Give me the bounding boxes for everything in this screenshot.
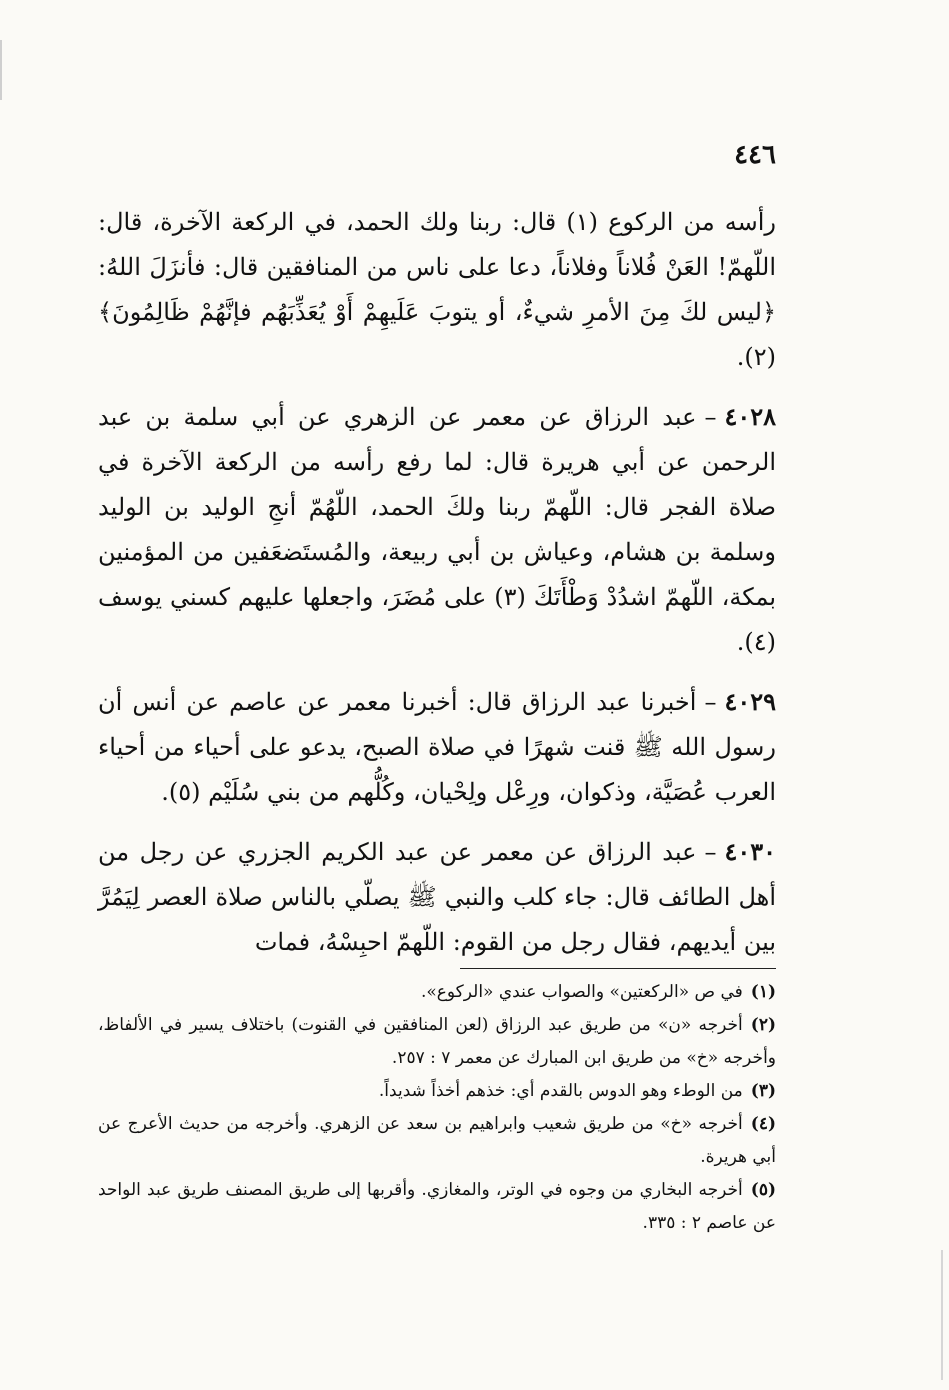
hadith-number: ٤٠٣٠ [724,837,776,866]
hadith-4029 [98,679,776,815]
footnote-3 [98,1075,776,1108]
footnote-text: في ص «الركعتين» والصواب عندي «الركوع». [420,982,743,1002]
footnote-separator [460,968,776,969]
footnote-text: من الوطء وهو الدوس بالقدم أي: خذهم أخذاً شديداً. [378,1081,743,1101]
scan-edge-mark [0,40,2,100]
footnote-mark: (٤) [750,1114,776,1134]
footnote-text: أخرجه البخاري من وجوه في الوتر، والمغازي. وأقربها إلى طريق المصنف طريق عبد الواحد عن عاصم ٢ : ٣٣٥. [98,1180,776,1233]
footnote-mark: (٥) [750,1180,776,1200]
footnote-text: أخرجه «ن» من طريق عبد الرزاق (لعن المنافقين في القنوت) باختلاف يسير في الألفاظ، وأخرجه «خ» من طريق ابن المبارك عن معمر ٧ : ٢٥٧. [98,1015,776,1068]
footnote-mark: (٢) [750,1015,776,1035]
footnote-2 [98,1009,776,1075]
dash: – [704,688,717,716]
hadith-4030 [98,829,776,965]
scan-edge-mark-right [941,1250,943,1380]
paragraph-text: رأسه من الركوع (١) قال: ربنا ولك الحمد، في الركعة الآخرة، قال: اللّهمّ! العَنْ فُلاناً وفلاناً، دعا على ناس من المنافقين قال: فأنزَلَ اللهُ: ﴿ليس لكَ مِنَ الأمرِ شيءٌ، أو يتوبَ عَلَيهِمْ أَوْ يُعَذِّبَهُم فإنَّهُمْ ظَالِمُونَ﴾ (٢). [98,208,777,371]
dash: – [704,838,717,866]
page-number: ٤٤٦ [734,140,776,170]
footnote-1 [98,976,776,1009]
hadith-number: ٤٠٢٨ [724,402,776,431]
footnote-mark: (١) [750,982,776,1002]
paragraph-text: عبد الرزاق عن معمر عن عبد الكريم الجزري عن رجل من أهل الطائف قال: جاء كلب والنبي ﷺ يصلّي بالناس صلاة العصر لِيَمُرَّ بين أيديهم، فقال رجل من القوم: اللّهمّ احبِسْهُ، فمات [98,838,776,956]
main-text [98,200,776,979]
paragraph-text: أخبرنا عبد الرزاق قال: أخبرنا معمر عن عاصم عن أنس أن رسول الله ﷺ قنت شهرًا في صلاة الصبح، يدعو على أحياء من أحياء العرب عُصَيَّة، وذكوان، ورِعْل ولِحْيان، وكُلُّهم من بني سُلَيْم (٥). [98,688,776,806]
footnote-text: أخرجه «خ» من طريق شعيب وابراهيم بن سعد عن الزهري. وأخرجه من حديث الأعرج عن أبي هريرة. [98,1114,776,1167]
paragraph-continuation [98,200,776,380]
hadith-4028 [98,394,776,665]
footnote-4 [98,1108,776,1174]
dash: – [704,403,717,431]
hadith-number: ٤٠٢٩ [724,687,776,716]
footnotes [98,976,776,1240]
footnote-mark: (٣) [750,1081,776,1101]
paragraph-text: عبد الرزاق عن معمر عن الزهري عن أبي سلمة بن عبد الرحمن عن أبي هريرة قال: لما رفع رأسه من الركعة الآخرة في صلاة الفجر قال: اللّهمّ ربنا ولكَ الحمد، اللّهُمّ أنجِ الوليد بن الوليد وسلمة بن هشام، وعياش بن أبي ربيعة، والمُستَضعَفين من المؤمنين بمكة، اللّهمّ اشدُدْ وَطْأَتَكَ (٣) على مُضَرَ، واجعلها عليهم كسني يوسف (٤). [98,403,776,656]
footnote-5 [98,1174,776,1240]
